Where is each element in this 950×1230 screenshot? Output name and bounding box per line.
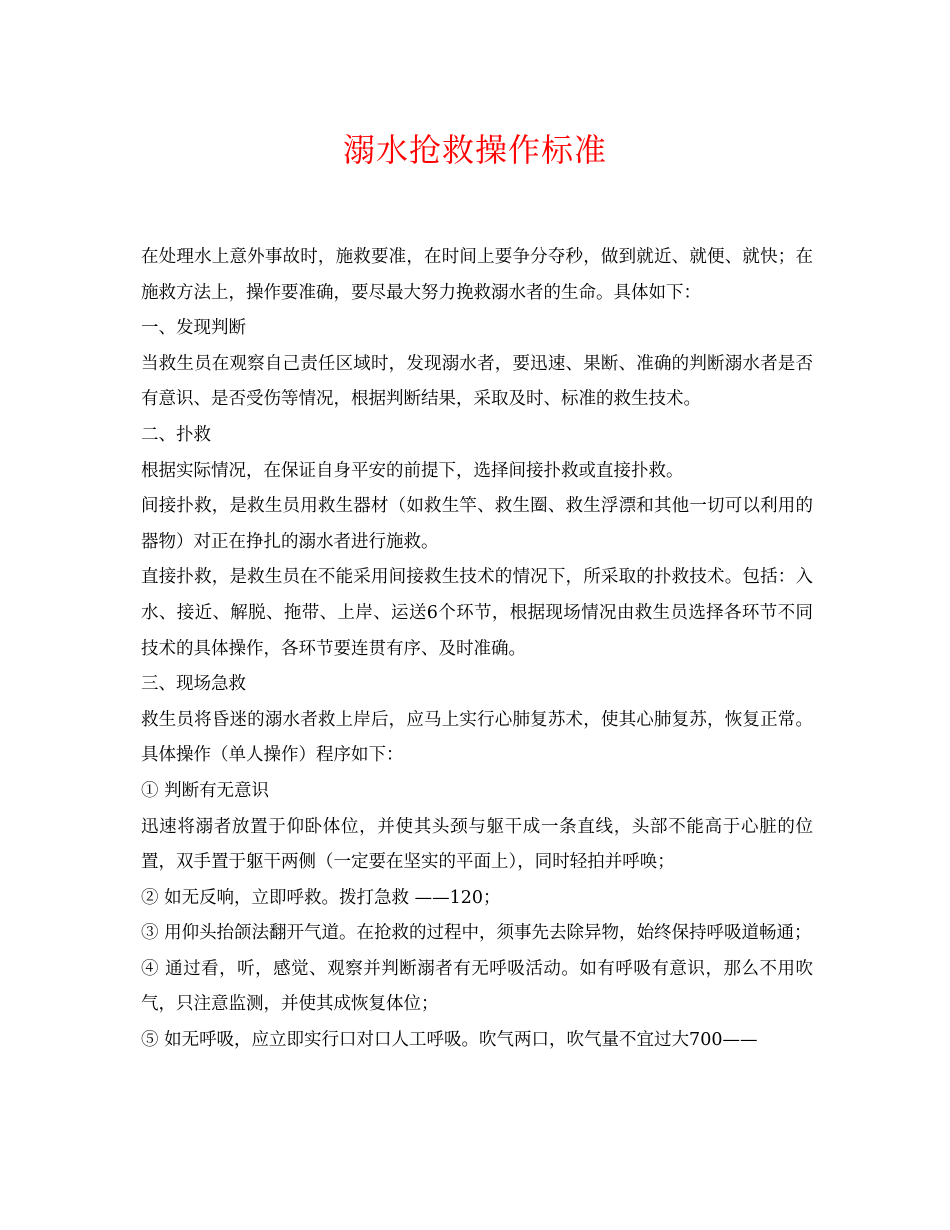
step-heading-consciousness: ① 判断有无意识 bbox=[141, 780, 270, 801]
section-heading-first-aid: 三、现场急救 bbox=[141, 674, 246, 695]
paragraph-rescue-choice: 根据实际情况，在保证自身平安的前提下，选择间接扑救或直接扑救。 bbox=[141, 460, 684, 481]
step-rescue-breathing: ⑤ 如无呼吸，应立即实行口对口人工呼吸。吹气两口，吹气量不宜过大700—— bbox=[141, 1030, 758, 1051]
section-heading-rescue: 二、扑救 bbox=[141, 424, 211, 445]
section-heading-discover: 一、发现判断 bbox=[141, 318, 246, 339]
paragraph-direct-rescue: 直接扑救，是救生员在不能采用间接救生技术的情况下，所采取的扑救技术。包括：入水、接近、解脱、拖带、上岸、运送6个环节，根据现场情况由救生员选择各环节不同技术的具体操作，各环节要连贯有序、及时准确。 bbox=[141, 567, 813, 659]
intro-paragraph: 在处理水上意外事故时，施救要准，在时间上要争分夺秒，做到就近、就便、就快；在施救方法上，操作要准确，要尽最大努力挽救溺水者的生命。具体如下： bbox=[141, 247, 813, 303]
paragraph-positioning: 迅速将溺者放置于仰卧体位，并使其头颈与躯干成一条直线，头部不能高于心脏的位置，双手置于躯干两侧（一定要在坚实的平面上），同时轻拍并呼唤； bbox=[141, 816, 813, 873]
paragraph-indirect-rescue: 间接扑救，是救生员用救生器材（如救生竿、救生圈、救生浮漂和其他一切可以利用的器物）对正在挣扎的溺水者进行施救。 bbox=[141, 496, 813, 552]
step-call-for-help: ② 如无反响，立即呼救。拨打急救 ——120； bbox=[141, 887, 501, 908]
step-open-airway: ③ 用仰头抬颌法翻开气道。在抢救的过程中，须事先去除异物，始终保持呼吸道畅通； bbox=[141, 923, 812, 944]
paragraph-cpr-intro: 救生员将昏迷的溺水者救上岸后，应马上实行心肺复苏术，使其心肺复苏，恢复正常。具体操作（单人操作）程序如下： bbox=[141, 709, 813, 766]
paragraph-discover: 当救生员在观察自己责任区域时，发现溺水者，要迅速、果断、准确的判断溺水者是否有意识、是否受伤等情况，根据判断结果，采取及时、标准的救生技术。 bbox=[141, 353, 813, 410]
document-title: 溺水抢救操作标准 bbox=[342, 131, 607, 169]
step-check-breathing: ④ 通过看，听，感觉、观察并判断溺者有无呼吸活动。如有呼吸有意识，那么不用吹气，只注意监测，并使其成恢复体位； bbox=[141, 958, 813, 1015]
document-body bbox=[141, 240, 813, 1059]
